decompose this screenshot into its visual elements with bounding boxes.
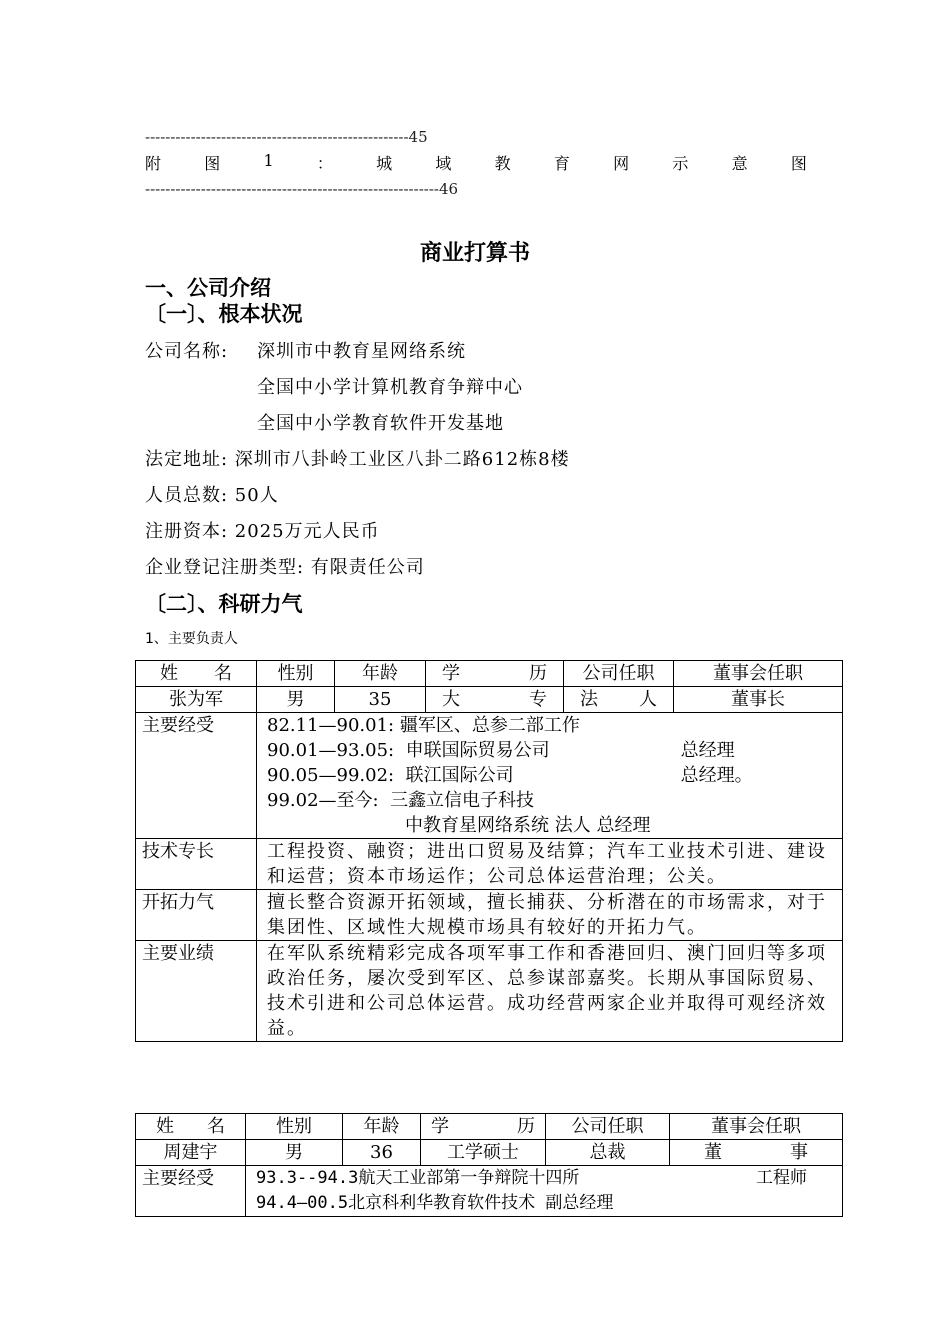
header-name: 姓 名 <box>136 661 257 687</box>
registration-type: 企业登记注册类型: 有限责任公司 <box>145 557 425 578</box>
subsection-heading-research: 〔二〕、科研力气 <box>145 592 303 616</box>
toc-char: 教 <box>494 154 511 173</box>
experience-line: 82.11—90.01: 疆军区、总参二部工作 <box>267 715 580 736</box>
person-education: 工学硕士 <box>421 1140 546 1166</box>
toc-char: 域 <box>435 154 452 173</box>
experience-line: 94.4—00.5北京科利华教育软件技术 副总经理 <box>256 1193 614 1213</box>
table-row <box>136 839 843 890</box>
person-board: 董事长 <box>674 687 843 713</box>
staff-count: 人员总数: 50人 <box>145 485 279 506</box>
experience-cell <box>257 713 843 839</box>
header-education: 学 历 <box>421 1114 546 1140</box>
header-age: 年龄 <box>335 661 426 687</box>
header-board: 董事会任职 <box>674 661 843 687</box>
company-name-3: 全国中小学教育软件开发基地 <box>257 413 504 434</box>
performance-text: 在军队系统精彩完成各项军事工作和香港回归、澳门回归等多项政治任务，屡次受到军区、总参谋部嘉奖。长期从事国际贸易、技术引进和公司总体运营。成功经营两家企业并取得可观经济效益。 <box>257 941 843 1042</box>
header-gender: 性别 <box>246 1114 343 1140</box>
table-header-row <box>136 661 843 687</box>
table-row <box>136 941 843 1042</box>
person-position: 总裁 <box>546 1140 670 1166</box>
company-name-label: 公司名称: <box>145 341 229 362</box>
document-title: 商业打算书 <box>419 241 530 266</box>
toc-char: 附 <box>145 154 162 173</box>
table-row <box>136 890 843 941</box>
table-row <box>136 713 843 839</box>
person-gender: 男 <box>246 1140 343 1166</box>
legal-address: 法定地址: 深圳市八卦岭工业区八卦二路612栋8楼 <box>145 449 570 470</box>
experience-cell <box>246 1166 843 1217</box>
person-age: 36 <box>343 1140 421 1166</box>
experience-line: 90.01—93.05: 申联国际贸易公司 总经理 <box>267 740 735 761</box>
toc-char: 图 <box>790 154 807 173</box>
toc-line-3: ----------------------------------------------------------46 <box>145 180 459 198</box>
toc-char: 意 <box>731 154 748 173</box>
header-age: 年龄 <box>343 1114 421 1140</box>
person-position: 法 人 <box>564 687 674 713</box>
company-name-1: 深圳市中教育星网络系统 <box>257 341 466 362</box>
development-label: 开拓力气 <box>136 890 257 941</box>
header-position: 公司任职 <box>546 1114 670 1140</box>
table-row <box>136 1140 843 1166</box>
toc-char: 网 <box>613 154 630 173</box>
development-text: 擅长整合资源开拓领域，擅长捕获、分析潜在的市场需求，对于集团性、区域性大规模市场具有较好的开拓力气。 <box>257 890 843 941</box>
toc-char: 1 <box>263 151 274 170</box>
person-gender: 男 <box>257 687 335 713</box>
subsection-heading-basic: 〔一〕、根本状况 <box>145 302 303 326</box>
experience-line: 99.02—至今: 三鑫立信电子科技 <box>267 790 535 811</box>
experience-line: 90.05—99.02: 联江国际公司 总经理。 <box>267 765 753 786</box>
performance-label: 主要业绩 <box>136 941 257 1042</box>
header-board: 董事会任职 <box>670 1114 843 1140</box>
person-board: 董 事 <box>670 1140 843 1166</box>
header-position: 公司任职 <box>564 661 674 687</box>
experience-line: 中教育星网络系统 法人 总经理 <box>405 815 651 836</box>
person-name: 张为军 <box>136 687 257 713</box>
person-age: 35 <box>335 687 426 713</box>
registered-capital: 注册资本: 2025万元人民币 <box>145 521 380 542</box>
person-name: 周建宇 <box>136 1140 246 1166</box>
header-education: 学 历 <box>426 661 564 687</box>
list-label: 1、主要负责人 <box>145 631 238 647</box>
skill-label: 技术专长 <box>136 839 257 890</box>
table-header-row <box>136 1114 843 1140</box>
toc-char: 示 <box>672 154 689 173</box>
header-gender: 性别 <box>257 661 335 687</box>
toc-char: 图 <box>204 154 221 173</box>
toc-char: 育 <box>553 154 570 173</box>
skill-text: 工程投资、融资；进出口贸易及结算；汽车工业技术引进、建设和运营；资本市场运作；公司总体运营治理；公关。 <box>257 839 843 890</box>
table-row <box>136 1166 843 1217</box>
person-table-1 <box>135 660 843 1042</box>
experience-label: 主要经受 <box>136 1166 246 1217</box>
table-row <box>136 687 843 713</box>
header-name: 姓 名 <box>136 1114 246 1140</box>
person-table-2 <box>135 1113 843 1217</box>
toc-char: ： <box>316 154 333 173</box>
experience-label: 主要经受 <box>136 713 257 839</box>
toc-char: 城 <box>376 154 393 173</box>
experience-line: 93.3--94.3航天工业部第一争辩院十四所 工程师 <box>256 1168 807 1188</box>
person-education: 大 专 <box>426 687 564 713</box>
section-heading-company: 一、公司介绍 <box>145 276 271 300</box>
toc-line-1: ----------------------------------------------------45 <box>145 128 428 146</box>
company-name-2: 全国中小学计算机教育争辩中心 <box>257 377 523 398</box>
toc-line-2 <box>145 151 807 174</box>
